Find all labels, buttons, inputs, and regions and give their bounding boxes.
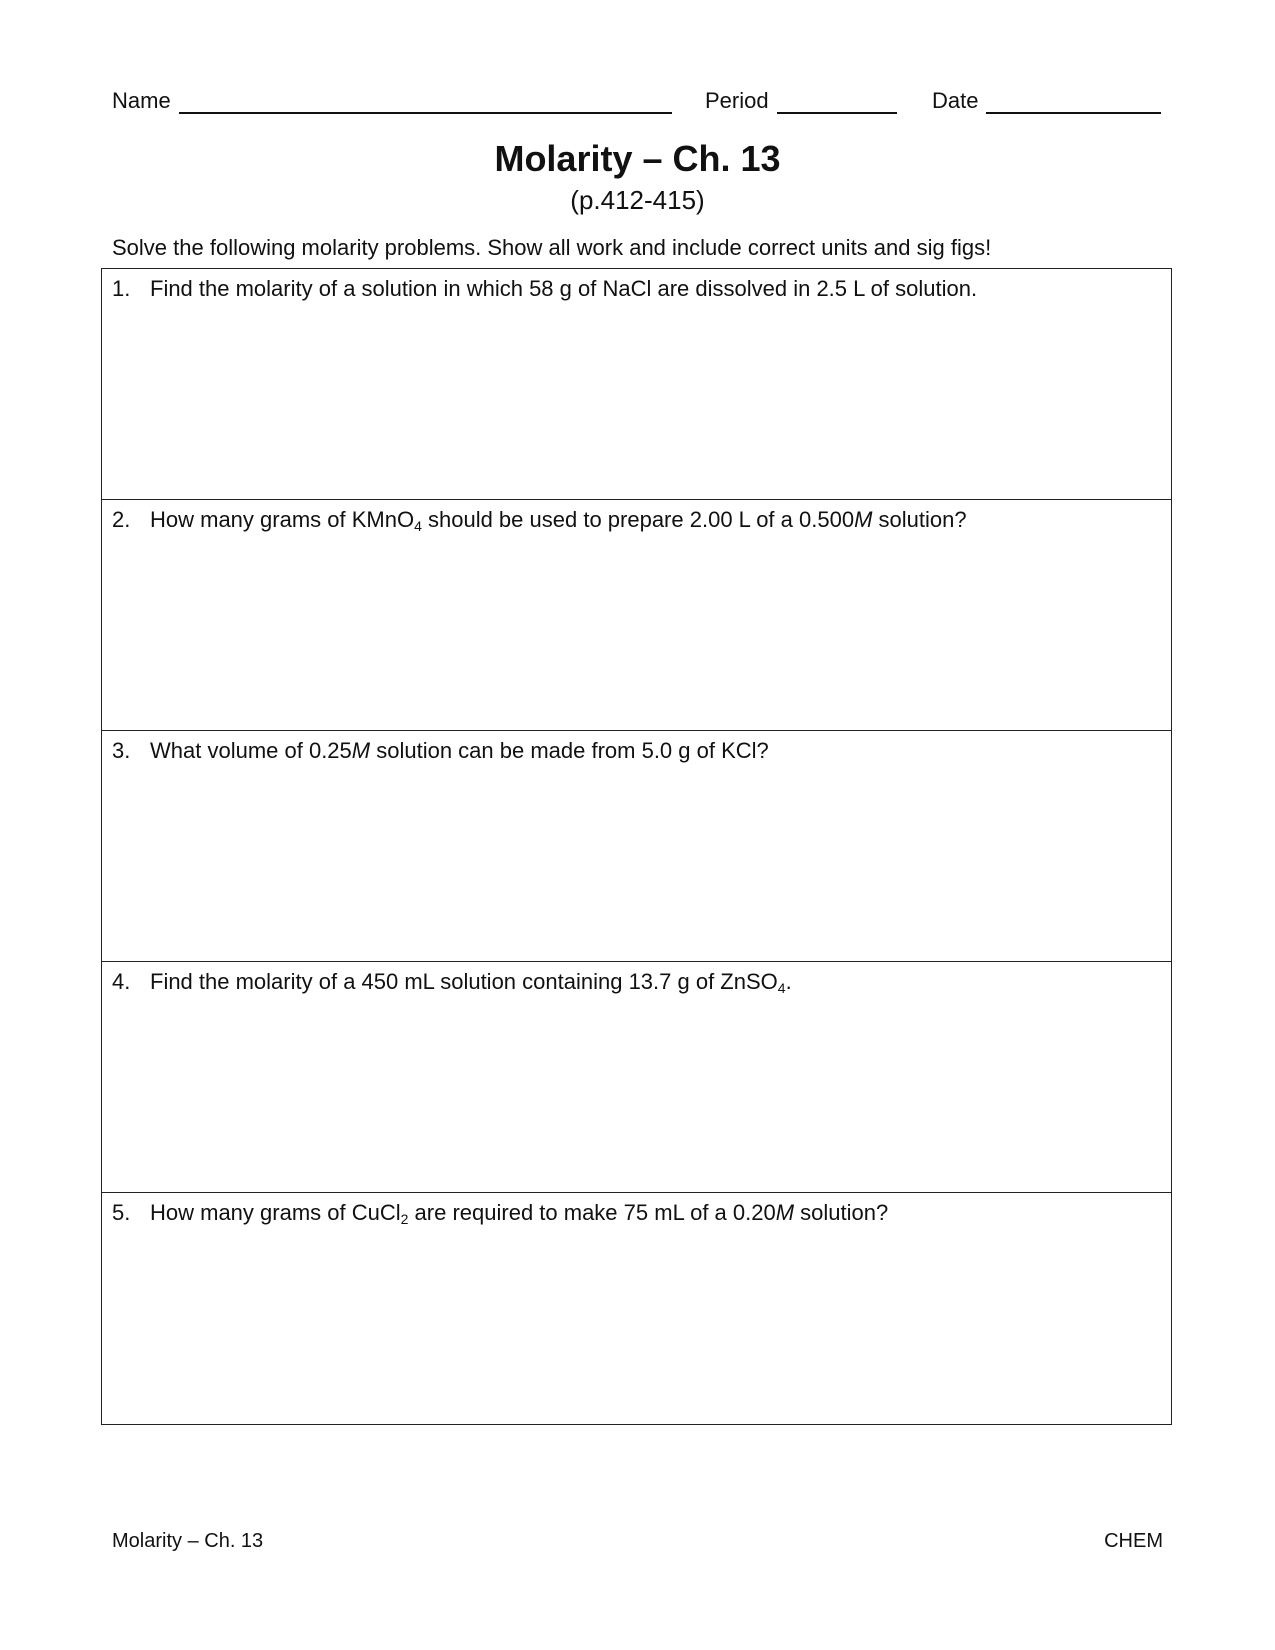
problem-box[interactable] [102, 962, 1171, 1193]
problem-box[interactable] [102, 731, 1171, 962]
date-field [932, 88, 1161, 114]
problem-number: 2. [112, 507, 131, 532]
problem-text: How many grams of KMnO$_4$ should be used to prepare 2.00 L of a 0.500M solution? [150, 507, 967, 534]
problems-table [101, 268, 1172, 1425]
problem-text: Find the molarity of a solution in which 58 g of NaCl are dissolved in 2.5 L of solution. [150, 276, 978, 301]
problem-box[interactable] [102, 269, 1171, 500]
problem-number: 3. [112, 738, 131, 763]
period-field [705, 88, 897, 114]
period-blank-line[interactable] [777, 90, 897, 114]
problem-text: What volume of 0.25M solution can be made from 5.0 g of KCl? [150, 738, 769, 763]
footer-course: CHEM [1104, 1530, 1163, 1552]
name-blank-line[interactable] [179, 90, 672, 114]
problem-text: How many grams of CuCl$_2$ are required to make 75 mL of a 0.20M solution? [150, 1200, 889, 1227]
header-fields [112, 88, 1162, 122]
page-subtitle: (p.412-415) [570, 185, 705, 215]
problem-text: Find the molarity of a 450 mL solution containing 13.7 g of ZnSO$_4$. [150, 969, 792, 996]
instructions: Solve the following molarity problems. Show all work and include correct units and sig figs! [112, 235, 992, 260]
name-label: Name [112, 88, 171, 113]
problem-number: 1. [112, 276, 131, 301]
footer-title: Molarity – Ch. 13 [112, 1530, 264, 1552]
page-title: Molarity – Ch. 13 [494, 138, 781, 179]
problem-number: 4. [112, 969, 131, 994]
name-field [112, 88, 672, 114]
problem-box[interactable] [102, 1193, 1171, 1424]
problem-number: 5. [112, 1200, 131, 1225]
problem-box[interactable] [102, 500, 1171, 731]
date-label: Date [932, 88, 979, 113]
period-label: Period [705, 88, 769, 113]
date-blank-line[interactable] [986, 90, 1161, 114]
